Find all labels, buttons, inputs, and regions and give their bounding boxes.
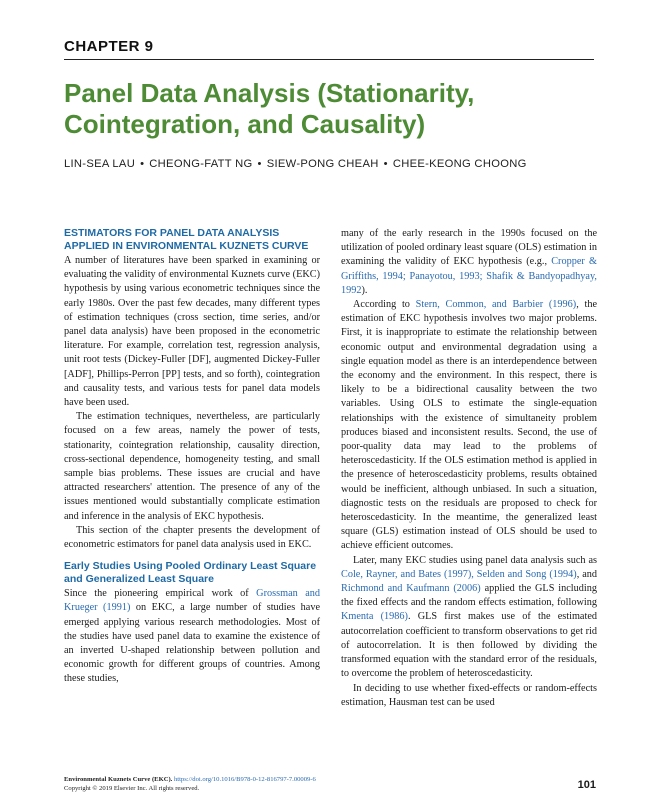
text-run: Since the pioneering empirical work of — [64, 588, 257, 600]
paragraph: In deciding to use whether fixed-effects or random-effects estimation, Hausman test can be used — [341, 682, 597, 708]
page-footer — [64, 775, 316, 793]
text-run: many of the early research in the 1990s focused on the utilization of pooled ordinary least square (OLS) estimation in examining the validity of EKC hypothesis (e.g., — [341, 228, 597, 268]
author-name: CHEE-KEONG CHOONG — [392, 158, 527, 170]
text-run: on EKC, a large number of studies have emerged applying various research methodologies. Most of the studies have used panel data to examine the existence of an inverted U-shaped relationship between pollution and economic growth for different groups of countries. Among these studies, — [64, 602, 321, 685]
chapter-rule — [64, 59, 594, 60]
author-name: SIEW-PONG CHEAH — [266, 158, 379, 170]
paragraph: The estimation techniques, nevertheless, are particularly focused on a few areas, namely the power of tests, stationarity, cointegration relationship, causality direction, cross-sectional dependence, homogeneity testing, and small sample bias problems. These issues are crucial and have attracted researchers' attention. The presence of any of the issues mentioned would substantially complicate estimation and inference in the analysis of EKC hypothesis. — [64, 411, 320, 522]
paragraph: A number of literatures have been sparked in examining or evaluating the validity of environmental Kuznets curve (EKC) hypothesis by using various econometric techniques since the early 1980s. Over the past few decades, many different types of estimation techniques (cross section, time series, and/or panel data analysis) have been proposed in the econometric literature. For example, correlation test, regression analysis, unit root tests (Dickey-Fuller [DF], augmented Dickey-Fuller [ADF], Phillips-Perron [PP] tests, and so forth), cointegration and causality tests, and various tests for panel data models have been used. — [64, 255, 320, 409]
text-run: , and — [576, 568, 597, 580]
book-title: Environmental Kuznets Curve (EKC). — [64, 776, 173, 783]
paragraph — [341, 554, 597, 682]
author-separator: • — [140, 158, 145, 170]
paragraph — [64, 587, 320, 686]
text-run: ). — [361, 284, 368, 296]
text-run: According to — [353, 299, 416, 311]
author-name: CHEONG-FATT NG — [149, 158, 253, 170]
title-line-2: Cointegration, and Causality) — [64, 109, 426, 139]
left-column — [64, 227, 320, 687]
paragraph: This section of the chapter presents the development of econometric estimators for panel data analysis used in EKC. — [64, 524, 320, 551]
text-run: , the estimation of EKC hypothesis involves two major problems. First, it is inappropriate to estimate the relationship between economic output and environmental degradation using a single equation model as there is an interdependence between the economy and the environment. In this respect, there is likely to be a bidirectional causality between the two variables. Using OLS to estimate the single-equation relationships with the existence of simultaneity problem produces biased and inconsistent results. Second, the use of poor-quality data may lead to the problems of heteroscedasticity. If the OLS estimation method is applied in the presence of heteroscedasticity problems, results obtained would be inefficient, although unbiased. In such a situation, diagnostic tests on the residuals are proposed to check for heteroscedasticity. In the meantime, the generalized least square (GLS) estimation instead of OLS should be used to achieve efficient outcomes. — [341, 299, 597, 552]
author-name: LIN-SEA LAU — [64, 158, 136, 170]
author-list — [64, 158, 527, 170]
paragraph — [341, 227, 597, 298]
author-separator: • — [383, 158, 388, 170]
subsection-heading: Early Studies Using Pooled Ordinary Least Square and Generalized Least Square — [64, 560, 317, 585]
citation-link[interactable]: Grossman and Krueger (1991) — [64, 588, 320, 614]
chapter-label: CHAPTER 9 — [64, 38, 154, 55]
citation-link[interactable]: Richmond and Kaufmann (2006) — [341, 583, 481, 595]
text-run: Later, many EKC studies using panel data analysis such as — [353, 554, 597, 566]
text-run: applied the GLS including the fixed effects and the random effects estimation, following — [341, 583, 597, 609]
right-column — [341, 227, 597, 710]
author-separator: • — [257, 158, 262, 170]
paragraph — [341, 298, 597, 554]
doi-link[interactable]: https://doi.org/10.1016/B978-0-12-816797-7.00009-6 — [173, 776, 316, 783]
citation-link[interactable]: Cropper & Griffiths, 1994; Panayotou, 1993; Shafik & Bandyopadhyay, 1992 — [341, 256, 597, 296]
section-heading: ESTIMATORS FOR PANEL DATA ANALYSIS APPLIED IN ENVIRONMENTAL KUZNETS CURVE — [64, 227, 309, 252]
page-number: 101 — [577, 779, 596, 791]
citation-link[interactable]: Kmenta (1986) — [341, 611, 408, 623]
text-run: . GLS first makes use of the estimated autocorrelation coefficient to transform observations to get rid of autocorrelation. It is then followed by dividing the transformed equation with the standard error of the residuals, to overcome the problem of heteroscedasticity. — [341, 611, 597, 680]
citation-link[interactable]: Stern, Common, and Barbier (1996) — [415, 299, 577, 311]
title-line-1: Panel Data Analysis (Stationarity, — [64, 78, 475, 108]
copyright-notice: Copyright © 2019 Elsevier Inc. All rights reserved. — [64, 785, 200, 792]
chapter-title — [64, 78, 604, 140]
citation-link[interactable]: Cole, Rayner, and Bates (1997), Selden and Song (1994) — [341, 568, 577, 580]
